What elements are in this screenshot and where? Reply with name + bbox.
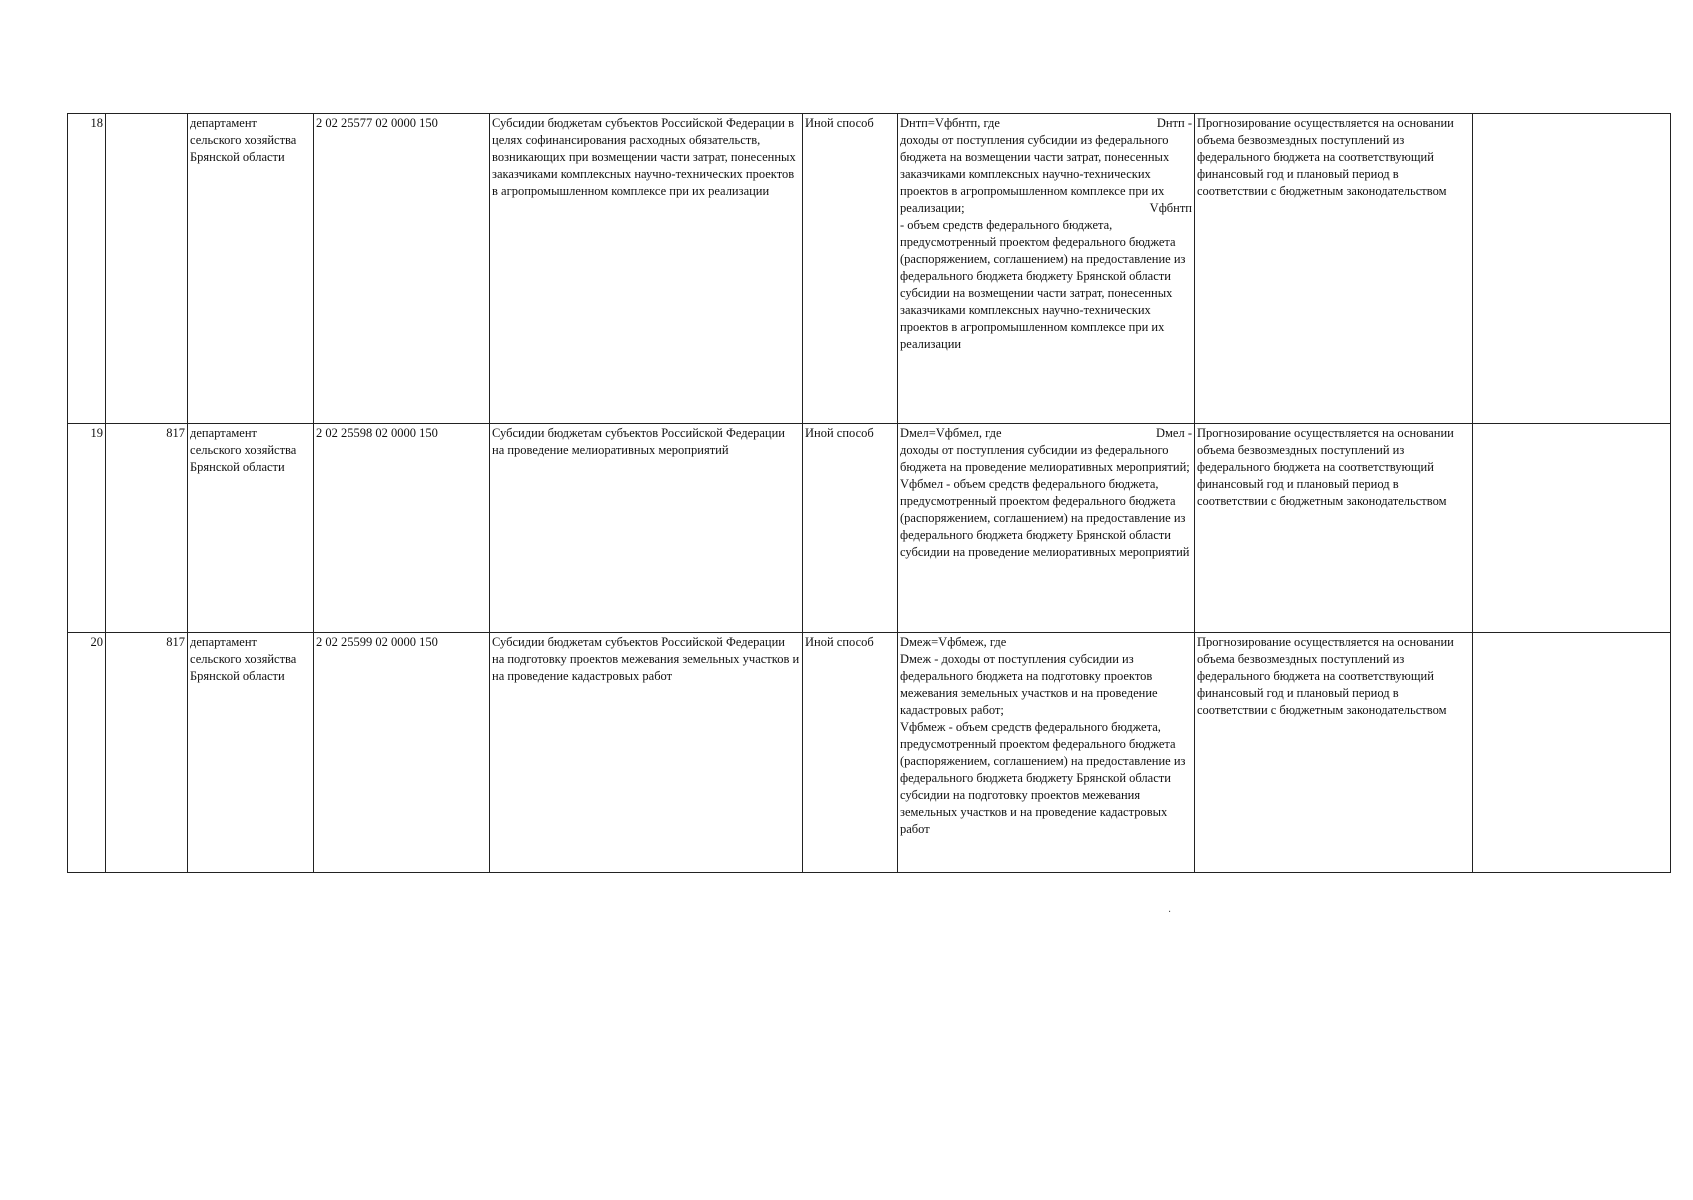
income-forecast-table: [67, 113, 1671, 873]
row-number: 19: [68, 424, 106, 633]
admin-code: [106, 114, 188, 424]
formula-part-1: Dмеж - доходы от поступления субсидии из федерального бюджета на подготовку проектов межевания земельных участков и на проведение кадастровых работ;: [900, 652, 1158, 717]
formula-part-2: - объем средств федерального бюджета, предусмотренный проектом федерального бюджета (распоряжением, соглашением) на предоставление из федерального бюджета бюджету Брянской области субсидии на возмещении части затрат, понесенных заказчиками комплексных научно-технических проектов в агропромышленном комплексе при их реализации: [900, 218, 1186, 351]
formula-head: [900, 425, 1192, 442]
income-type-name: Субсидии бюджетам субъектов Российской Федерации на подготовку проектов межевания земельных участков и на проведение кадастровых работ: [490, 633, 803, 873]
calculation-formula: [898, 633, 1195, 873]
income-type-name: Субсидии бюджетам субъектов Российской Федерации в целях софинансирования расходных обязательств, возникающих при возмещении части затрат, понесенных заказчиками комплексных научно-технических проектов в агропромышленном комплексе при их реализации: [490, 114, 803, 424]
formula-mid-left: реализации;: [900, 201, 965, 215]
forecast-description: Прогнозирование осуществляется на основании объема безвозмездных поступлений из федерального бюджета на соответствующий финансовый год и плановый период в соответствии с бюджетным законодательством: [1195, 424, 1473, 633]
calculation-method: Иной способ: [803, 114, 898, 424]
formula-mid-right: Vфбнтп: [1149, 201, 1192, 215]
budget-classification-code: 2 02 25599 02 0000 150: [314, 633, 490, 873]
table-row: [68, 114, 1671, 424]
admin-name: департамент сельского хозяйства Брянской области: [188, 114, 314, 424]
document-sheet: [67, 113, 1670, 873]
forecast-description: Прогнозирование осуществляется на основании объема безвозмездных поступлений из федерального бюджета на соответствующий финансовый год и плановый период в соответствии с бюджетным законодательством: [1195, 114, 1473, 424]
note-cell: [1473, 424, 1671, 633]
row-number: 20: [68, 633, 106, 873]
calculation-method: Иной способ: [803, 424, 898, 633]
scan-speck: .: [1168, 904, 1172, 915]
formula-part-1: доходы от поступления субсидии из федерального бюджета на проведение мелиоративных мероприятий;: [900, 443, 1190, 474]
formula-head-right: Dмел -: [1155, 426, 1192, 440]
formula-head: Dмеж=Vфбмеж, где: [900, 635, 1007, 649]
income-type-name: Субсидии бюджетам субъектов Российской Федерации на проведение мелиоративных мероприятий: [490, 424, 803, 633]
formula-head-left: Dнтп=Vфбнтп, где: [900, 116, 1000, 130]
forecast-description: Прогнозирование осуществляется на основании объема безвозмездных поступлений из федерального бюджета на соответствующий финансовый год и плановый период в соответствии с бюджетным законодательством: [1195, 633, 1473, 873]
table-row: [68, 424, 1671, 633]
formula-part-2: Vфбмел - объем средств федерального бюджета, предусмотренный проектом федерального бюджета (распоряжением, соглашением) на предоставление из федерального бюджета бюджету Брянской области субсидии на проведение мелиоративных мероприятий: [900, 477, 1190, 559]
row-number: 18: [68, 114, 106, 424]
note-cell: [1473, 633, 1671, 873]
formula-mid: [900, 200, 1192, 217]
admin-name: департамент сельского хозяйства Брянской области: [188, 424, 314, 633]
calculation-formula: [898, 114, 1195, 424]
note-cell: [1473, 114, 1671, 424]
formula-head-right: Dнтп -: [1156, 116, 1192, 130]
formula-part-1: доходы от поступления субсидии из федерального бюджета на возмещении части затрат, понесенных заказчиками комплексных научно-технических проектов в агропромышленном комплексе при их: [900, 133, 1170, 198]
admin-code: 817: [106, 424, 188, 633]
formula-part-2: Vфбмеж - объем средств федерального бюджета, предусмотренный проектом федерального бюджета (распоряжением, соглашением) на предоставление из федерального бюджета бюджету Брянской области субсидии на подготовку проектов межевания земельных участков и на проведение кадастровых работ: [900, 720, 1186, 836]
calculation-formula: [898, 424, 1195, 633]
formula-head: [900, 115, 1192, 132]
budget-classification-code: 2 02 25577 02 0000 150: [314, 114, 490, 424]
admin-code: 817: [106, 633, 188, 873]
formula-head-left: Dмел=Vфбмел, где: [900, 426, 1002, 440]
budget-classification-code: 2 02 25598 02 0000 150: [314, 424, 490, 633]
admin-name: департамент сельского хозяйства Брянской области: [188, 633, 314, 873]
calculation-method: Иной способ: [803, 633, 898, 873]
table-row: [68, 633, 1671, 873]
